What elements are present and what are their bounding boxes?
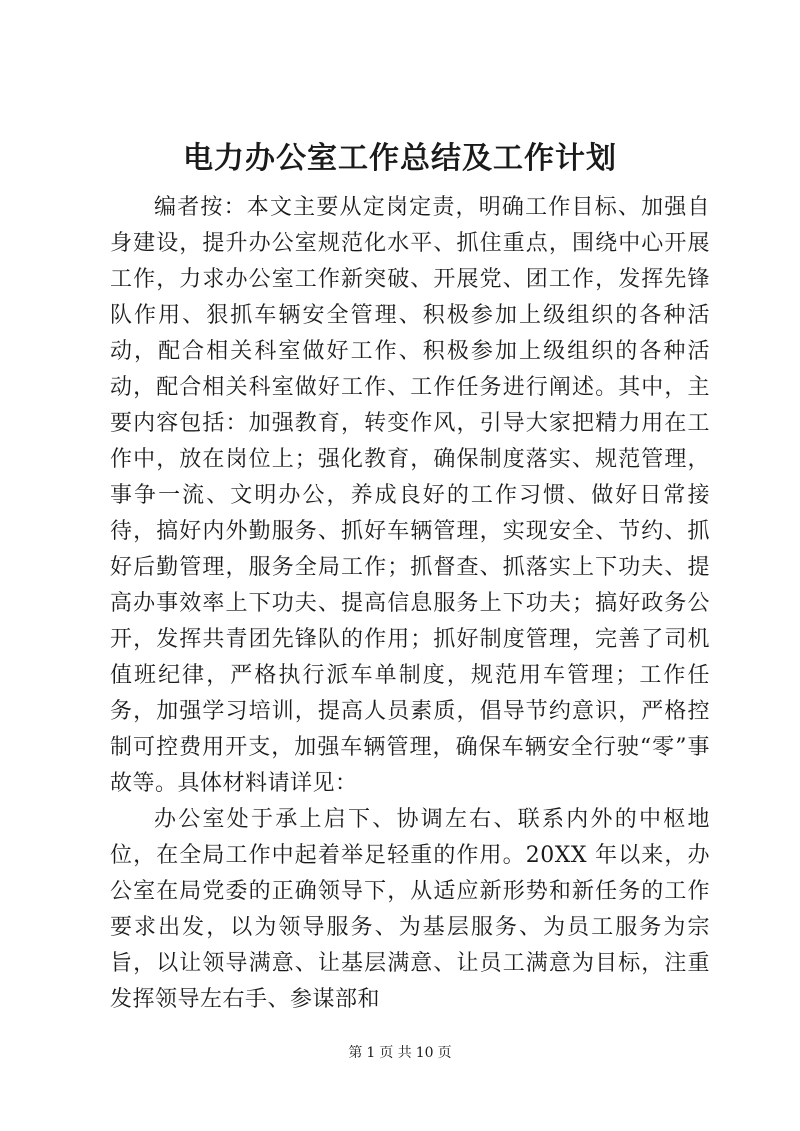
document-body [110, 190, 710, 1018]
page-footer [0, 1043, 800, 1063]
page-label-prefix: 第 [348, 1045, 363, 1061]
document-title: 电力办公室工作总结及工作计划 [183, 141, 617, 176]
page-number: 1 [366, 1045, 376, 1061]
paragraph-editor-note: 编者按：本文主要从定岗定责，明确工作目标、加强自身建设，提升办公室规范化水平、抓住重点，围绕中心开展工作，力求办公室工作新突破、开展党、团工作，发挥先锋队作用、狠抓车辆安全管理、积极参加上级组织的各种活动，配合相关科室做好工作、积极参加上级组织的各种活动，配合相关科室做好工作、工作任务进行阐述。其中，主要内容包括：加强教育，转变作风，引导大家把精力用在工作中，放在岗位上；强化教育，确保制度落实、规范管理，事争一流、文明办公，养成良好的工作习惯、做好日常接待，搞好内外勤服务、抓好车辆管理，实现安全、节约、抓好后勤管理，服务全局工作；抓督查、抓落实上下功夫、提高办事效率上下功夫、提高信息服务上下功夫；搞好政务公开，发挥共青团先锋队的作用；抓好制度管理，完善了司机值班纪律，严格执行派车单制度，规范用车管理；工作任务，加强学习培训，提高人员素质，倡导节约意识，严格控制可控费用开支，加强车辆管理，确保车辆安全行驶“零”事故等。具体材料请详见： [110, 195, 710, 796]
paragraph-intro: 办公室处于承上启下、协调左右、联系内外的中枢地位，在全局工作中起着举足轻重的作用。20XX 年以来，办公室在局党委的正确领导下，从适应新形势和新任务的工作要求出发，以为领导服务、为基层服务、为员工服务为宗旨，以让领导满意、让基层满意、让员工满意为目标，注重发挥领导左右手、参谋部和 [110, 807, 710, 1012]
page-label-mid: 页 共 [379, 1045, 412, 1061]
page-label-suffix: 页 [437, 1045, 452, 1061]
total-pages: 10 [415, 1045, 434, 1061]
